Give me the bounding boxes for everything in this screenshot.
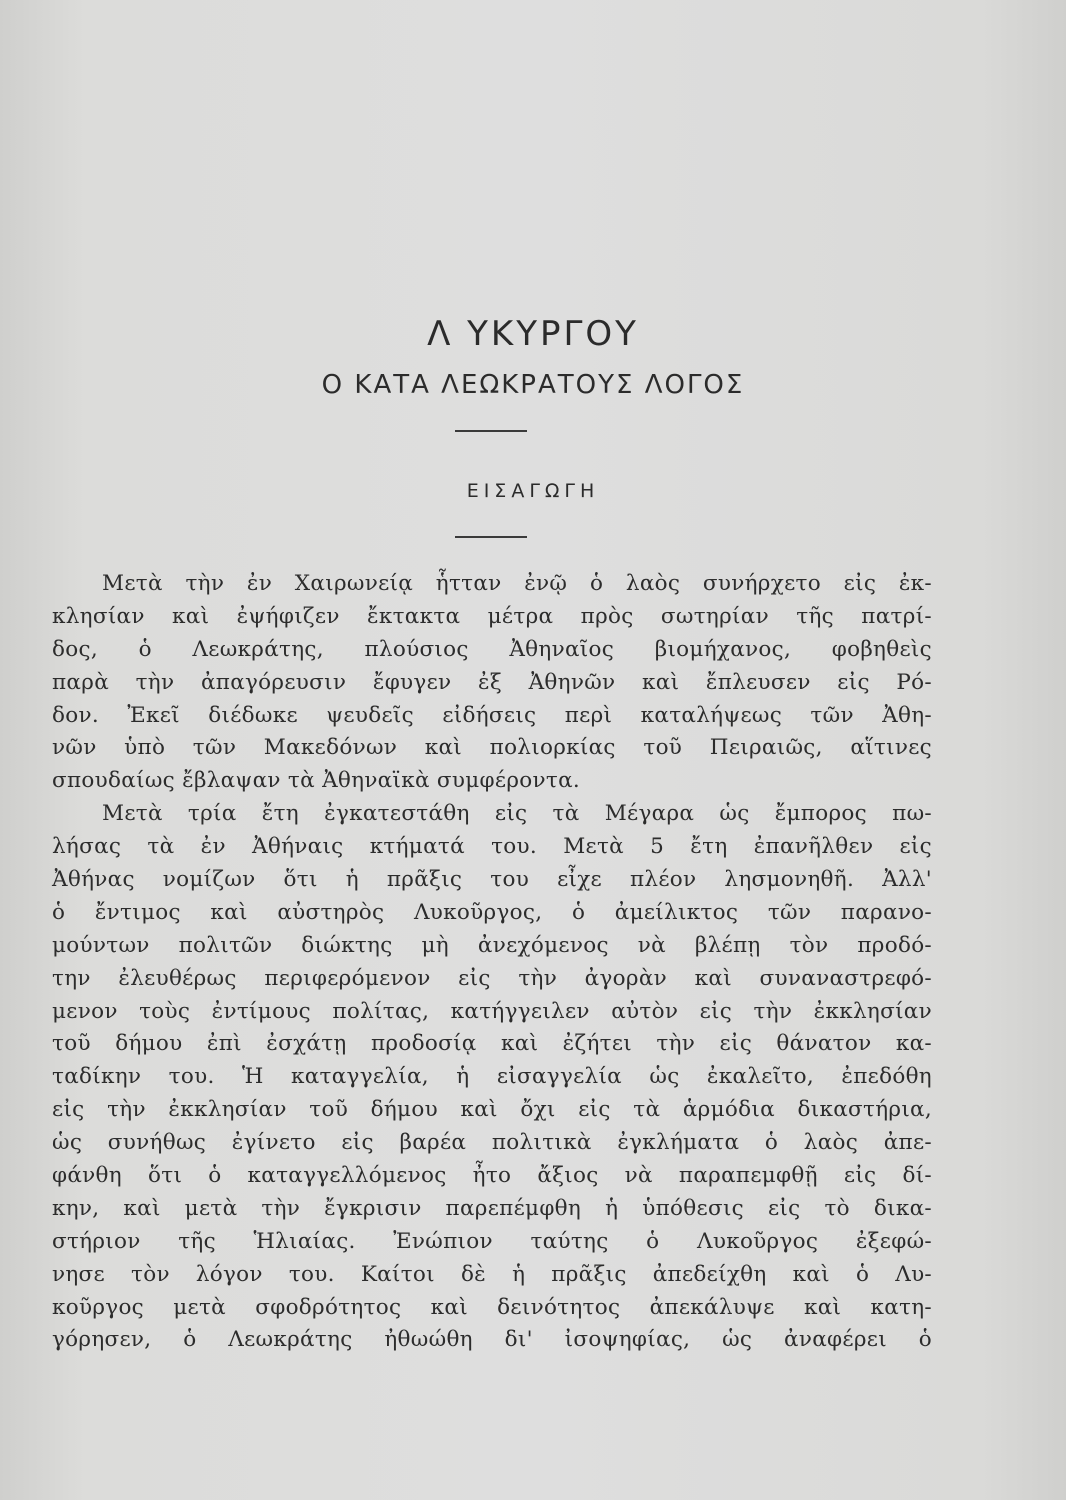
text-line: δος, ὁ Λεωκράτης, πλούσιος Ἀθηναῖος βιομήχανος, φοβηθεὶς	[52, 636, 932, 662]
text-line: την ἐλευθέρως περιφερόμενον εἰς τὴν ἀγορὰν καὶ συναναστρεφό-	[52, 965, 932, 991]
text-line: γόρησεν, ὁ Λεωκράτης ἠθωώθη δι' ἰσοψηφίας, ὡς ἀναφέρει ὁ	[52, 1327, 932, 1353]
text-line: Μετὰ τρία ἔτη ἐγκατεστάθη εἰς τὰ Μέγαρα ὡς ἔμπορος πω-	[102, 801, 932, 827]
body-text	[52, 568, 932, 1357]
text-line: νῶν ὑπὸ τῶν Μακεδόνων καὶ πολιορκίας τοῦ Πειραιῶς, αἵτινες	[52, 735, 932, 761]
text-line: κην, καὶ μετὰ τὴν ἔγκρισιν παρεπέμφθη ἡ ὑπόθεσις εἰς τὸ δικα-	[52, 1195, 932, 1221]
text-line: ὡς συνήθως ἐγίνετο εἰς βαρέα πολιτικὰ ἐγκλήματα ὁ λαὸς ἀπε-	[52, 1130, 932, 1156]
text-line: λήσας τὰ ἐν Ἀθήναις κτήματά του. Μετὰ 5 ἔτη ἐπανῆλθεν εἰς	[52, 834, 932, 860]
text-line: ὁ ἔντιμος καὶ αὐστηρὸς Λυκοῦργος, ὁ ἀμείλικτος τῶν παρανο-	[52, 899, 932, 925]
text-line: εἰς τὴν ἐκκλησίαν τοῦ δήμου καὶ ὄχι εἰς τὰ ἁρμόδια δικαστήρια,	[52, 1097, 932, 1123]
page-subtitle: Ο ΚΑΤΑ ΛΕΩΚΡΑΤΟΥΣ ΛΟΓΟΣ	[321, 370, 745, 400]
text-line: φάνθη ὅτι ὁ καταγγελλόμενος ἦτο ἄξιος νὰ παραπεμφθῇ εἰς δί-	[52, 1163, 932, 1189]
divider-bottom	[455, 536, 527, 538]
page-title: Λ ΥΚΥΡΓΟΥ	[427, 314, 639, 354]
text-line: στήριον τῆς Ἡλιαίας. Ἐνώπιον ταύτης ὁ Λυκοῦργος ἐξεφώ-	[52, 1228, 932, 1254]
divider-top	[455, 430, 527, 432]
text-line: Μετὰ τὴν ἐν Χαιρωνείᾳ ἧτταν ἐνῷ ὁ λαὸς συνήρχετο εἰς ἐκ-	[102, 571, 932, 596]
text-line: κοῦργος μετὰ σφοδρότητος καὶ δεινότητος ἀπεκάλυψε καὶ κατη-	[52, 1294, 932, 1320]
text-line: κλησίαν καὶ ἐψήφιζεν ἔκτακτα μέτρα πρὸς σωτηρίαν τῆς πατρί-	[52, 603, 932, 629]
text-line: νησε τὸν λόγον του. Καίτοι δὲ ἡ πρᾶξις ἀπεδείχθη καὶ ὁ Λυ-	[52, 1261, 932, 1287]
text-line: δον. Ἐκεῖ διέδωκε ψευδεῖς εἰδήσεις περὶ καταλήψεως τῶν Ἀθη-	[52, 702, 932, 728]
text-line: μενον τοὺς ἐντίμους πολίτας, κατήγγειλεν αὐτὸν εἰς τὴν ἐκκλησίαν	[52, 998, 932, 1024]
text-line: παρὰ τὴν ἀπαγόρευσιν ἔφυγεν ἐξ Ἀθηνῶν καὶ ἔπλευσεν εἰς Ρό-	[52, 669, 932, 695]
text-line: μούντων πολιτῶν διώκτης μὴ ἀνεχόμενος νὰ βλέπῃ τὸν προδό-	[52, 932, 932, 958]
text-line: τοῦ δήμου ἐπὶ ἐσχάτῃ προδοσίᾳ καὶ ἐζήτει τὴν εἰς θάνατον κα-	[52, 1031, 932, 1057]
text-line: σπουδαίως ἔβλαψαν τὰ Ἀθηναϊκὰ συμφέροντα.	[52, 768, 581, 794]
section-heading: ΕΙΣΑΓΩΓΗ	[466, 480, 600, 502]
text-line: Ἀθήνας νομίζων ὅτι ἡ πρᾶξις του εἶχε πλέον λησμονηθῆ. Ἀλλ'	[52, 867, 932, 893]
text-line: ταδίκην του. Ἡ καταγγελία, ἡ εἰσαγγελία ὡς ἐκαλεῖτο, ἐπεδόθη	[52, 1064, 932, 1090]
